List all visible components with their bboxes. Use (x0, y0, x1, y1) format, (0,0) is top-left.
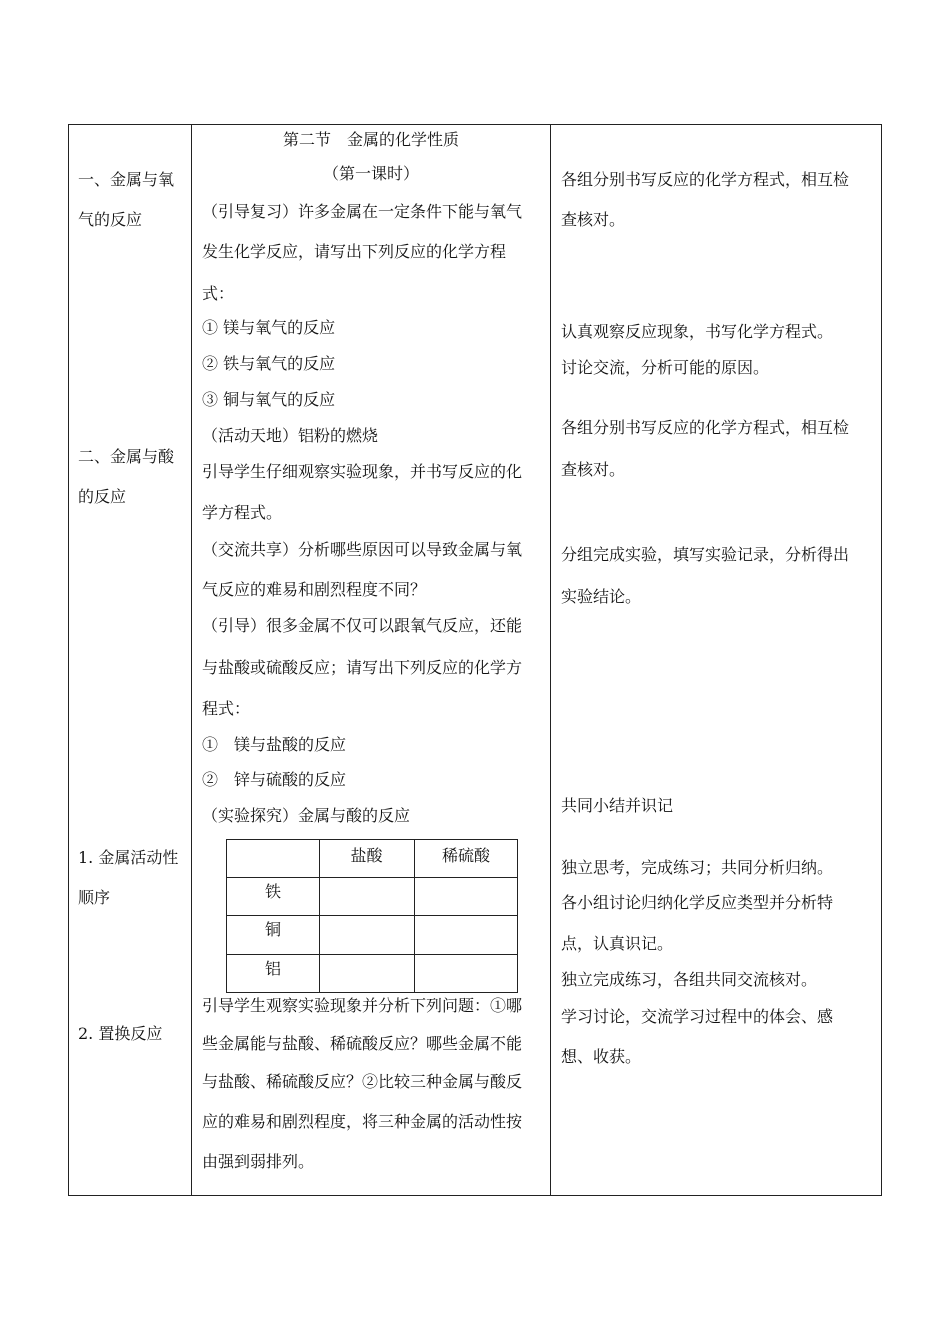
mid-line: 与盐酸或硫酸反应；请写出下列反应的化学方 (202, 658, 523, 677)
section-1-heading-cont: 气的反应 (78, 210, 143, 229)
table-row-label: 铁 (264, 882, 281, 901)
right-line: 独立思考，完成练习；共同分析归纳。 (561, 858, 834, 877)
right-line: 查核对。 (561, 210, 626, 229)
column-divider-2 (550, 125, 551, 1195)
right-line: 想、收获。 (561, 1047, 642, 1066)
mid-line: 些金属能与盐酸、稀硫酸反应？哪些金属不能 (202, 1034, 523, 1053)
right-line: 各组分别书写反应的化学方程式，相互检 (561, 418, 850, 437)
column-divider-1 (191, 125, 192, 1195)
section-3-heading: 1. 金属活动性 (78, 848, 179, 867)
mid-line: 式： (202, 284, 235, 303)
right-line: 分组完成实验，填写实验记录，分析得出 (561, 545, 850, 564)
mid-line: ② 锌与硫酸的反应 (202, 770, 347, 789)
right-line: 讨论交流，分析可能的原因。 (561, 358, 770, 377)
mid-line: （交流共享）分析哪些原因可以导致金属与氧 (202, 540, 523, 559)
mid-line: 与盐酸、稀硫酸反应？②比较三种金属与酸反 (202, 1072, 523, 1091)
mid-line: 应的难易和剧烈程度，将三种金属的活动性按 (202, 1112, 523, 1131)
page-title: 第二节 金属的化学性质 (282, 130, 459, 149)
mid-line: （引导复习）许多金属在一定条件下能与氧气 (202, 202, 523, 221)
mid-line: 气反应的难易和剧烈程度不同？ (202, 580, 427, 599)
mid-line: 发生化学反应，请写出下列反应的化学方程 (202, 242, 507, 261)
table-row-label: 铜 (264, 920, 281, 939)
right-line: 认真观察反应现象，书写化学方程式。 (561, 322, 834, 341)
section-2-heading-cont: 的反应 (78, 487, 127, 506)
right-line: 查核对。 (561, 460, 626, 479)
mid-line: ③ 铜与氧气的反应 (202, 390, 336, 409)
mid-line: ① 镁与盐酸的反应 (202, 735, 347, 754)
mid-line: 学方程式。 (202, 503, 283, 522)
section-1-heading: 一、金属与氧 (78, 170, 175, 189)
table-row-label: 铝 (264, 959, 281, 978)
mid-line: 由强到弱排列。 (202, 1152, 315, 1171)
right-line: 共同小结并识记 (561, 796, 674, 815)
mid-line: 引导学生观察实验现象并分析下列问题：①哪 (202, 996, 523, 1015)
table-header: 稀硫酸 (441, 846, 490, 865)
mid-line: （引导）很多金属不仅可以跟氧气反应，还能 (202, 616, 523, 635)
mid-line: ② 铁与氧气的反应 (202, 354, 336, 373)
experiment-table (226, 839, 518, 993)
right-line: 各组分别书写反应的化学方程式，相互检 (561, 170, 850, 189)
table-header: 盐酸 (350, 846, 383, 865)
mid-line: （活动天地）铝粉的燃烧 (202, 426, 379, 445)
right-line: 学习讨论，交流学习过程中的体会、感 (561, 1007, 834, 1026)
page-subtitle: （第一课时） (322, 164, 419, 183)
mid-line: ① 镁与氧气的反应 (202, 318, 336, 337)
section-3-heading-cont: 顺序 (78, 888, 111, 907)
right-line: 点，认真识记。 (561, 934, 674, 953)
section-2-heading: 二、金属与酸 (78, 447, 175, 466)
right-line: 实验结论。 (561, 587, 642, 606)
mid-line: （实验探究）金属与酸的反应 (202, 806, 411, 825)
right-line: 独立完成练习，各组共同交流核对。 (561, 970, 818, 989)
right-line: 各小组讨论归纳化学反应类型并分析特 (561, 893, 834, 912)
mid-line: 引导学生仔细观察实验现象，并书写反应的化 (202, 462, 523, 481)
mid-line: 程式： (202, 699, 251, 718)
section-4-heading: 2. 置换反应 (78, 1024, 163, 1043)
